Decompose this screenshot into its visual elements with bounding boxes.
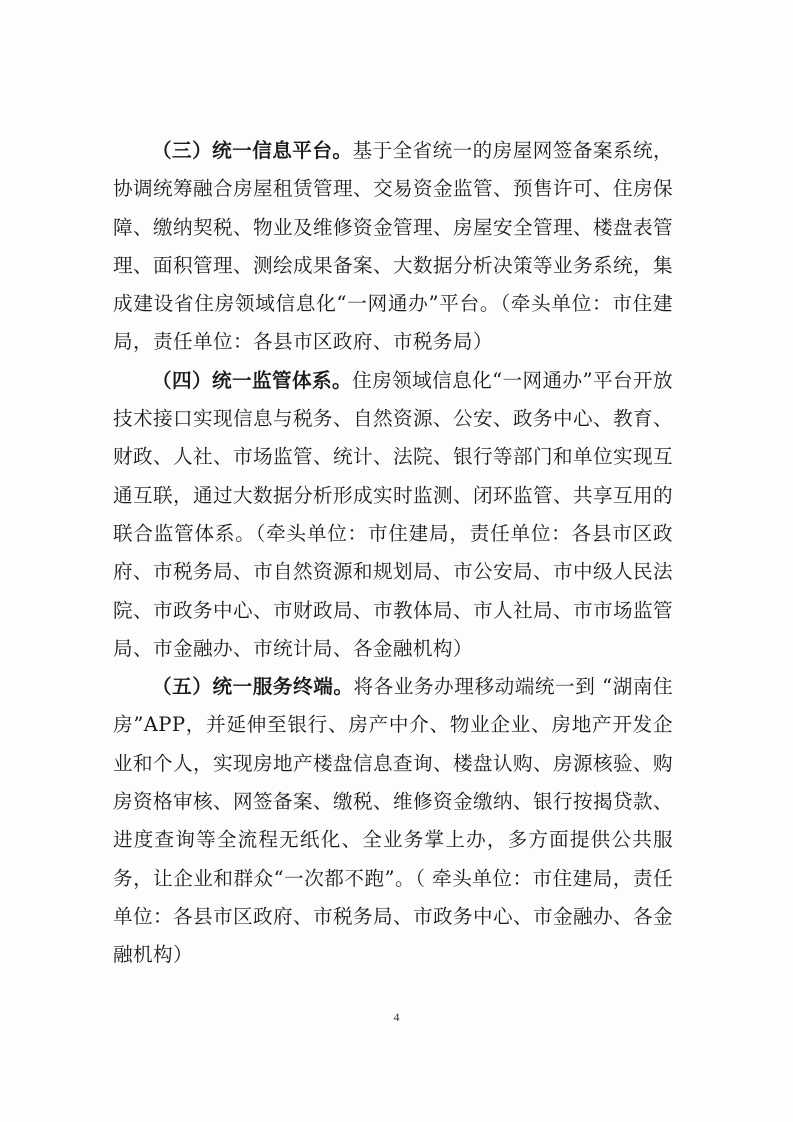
section-heading: （四）统一监管体系。 (152, 368, 353, 392)
paragraph-text: 基于全省统一的房屋网签备案系统，协调统筹融合房屋租赁管理、交易资金监管、预售许可、住房保障、缴纳契税、物业及维修资金管理、房屋安全管理、楼盘表管理、面积管理、测绘成果备案、大数据分析决策等业务系统，集成建设省住房领域信息化“一网通办”平台。（牵头单位：市住建局，责任单位：各县市区政府、市税务局） (113, 139, 673, 354)
paragraph-text: 住房领域信息化“一网通办”平台开放技术接口实现信息与税务、自然资源、公安、政务中心、教育、财政、人社、市场监管、统计、法院、银行等部门和单位实现互通互联，通过大数据分析形成实时监测、闭环监管、共享互用的联合监管体系。（牵头单位：市住建局，责任单位：各县市区政府、市税务局、市自然资源和规划局、市公安局、市中级人民法院、市政务中心、市财政局、市教体局、市人社局、市市场监管局、市金融办、市统计局、各金融机构） (113, 368, 673, 660)
paragraph-text: 将各业务办理移动端统一到 “湖南住房”APP，并延伸至银行、房产中介、物业企业、房地产开发企业和个人，实现房地产楼盘信息查询、楼盘认购、房源核验、购房资格审核、网签备案、缴税、维修资金缴纳、银行按揭贷款、进度查询等全流程无纸化、全业务掌上办，多方面提供公共服务，让企业和群众“一次都不跑”。（ 牵头单位：市住建局，责任单位：各县市区政府、市税务局、市政务中心、市金融办、各金融机构） (113, 675, 674, 967)
section-heading: （五）统一服务终端。 (152, 675, 354, 699)
paragraph-unified-supervision-system (113, 362, 673, 668)
paragraph-unified-information-platform (113, 132, 673, 362)
paragraph-unified-service-terminal (113, 668, 673, 974)
document-body (113, 132, 673, 975)
section-heading: （三）统一信息平台。 (152, 139, 353, 162)
page-number: 4 (393, 1010, 400, 1024)
